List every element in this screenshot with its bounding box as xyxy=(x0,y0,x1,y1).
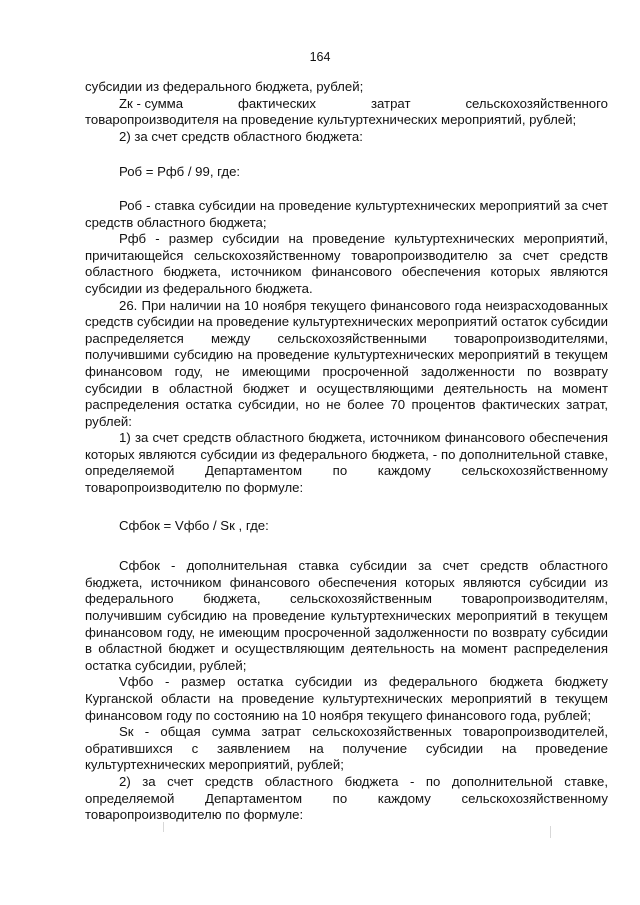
scan-mark-right xyxy=(550,826,551,838)
definition-rfb: Рфб - размер субсидии на проведение культуртехнических мероприятий, причитающейся сельскохозяйственному товаропроизводителю за счет средств областного бюджета, источником финансового обеспечения которых являются субсидии из федерального бюджета. xyxy=(85,231,608,296)
paragraph-26-item-1: 1) за счет средств областного бюджета, источником финансового обеспечения которых являются субсидии из федерального бюджета, - по дополнительной ставке, определяемой Департаментом по каждому сельскохозяйственному товаропроизводителю по формуле: xyxy=(85,430,608,496)
page-number: 164 xyxy=(309,50,331,64)
zk-part-1: Zк - сумма xyxy=(119,95,184,111)
zk-part-3: затрат xyxy=(370,95,411,111)
formula-rob: Роб = Рфб / 99, где: xyxy=(119,164,241,180)
definition-sfbok: Сфбок - дополнительная ставка субсидии за счет средств областного бюджета, источником финансового обеспечения которых являются субсидии из федерального бюджета, сельскохозяйственным товаропроизводителям, получившим субсидию на проведение культуртехнических мероприятий в текущем финансовом году, не имеющим просроченной задолженности по возврату субсидии в областной бюджет и осуществляющим деятельность на момент распределения остатка субсидии, рублей; xyxy=(85,558,608,673)
definition-vfbo: Vфбо - размер остатка субсидии из федерального бюджета бюджету Курганской области на проведение культуртехнических мероприятий в текущем финансовом году по состоянию на 10 ноября текущего финансового года, рублей; xyxy=(85,674,608,723)
formula-sfbok: Сфбок = Vфбо / Sк , где: xyxy=(119,517,269,533)
paragraph-26-item-2: 2) за счет средств областного бюджета - по дополнительной ставке, определяемой Департаментом по каждому сельскохозяйственному товаропроизводителю по формуле: xyxy=(85,773,608,823)
definition-sk: Sк - общая сумма затрат сельскохозяйственных товаропроизводителей, обратившихся с заявлением на получение субсидии на проведение культуртехнических мероприятий, рублей; xyxy=(85,724,608,773)
definition-rob: Роб - ставка субсидии на проведение культуртехнических мероприятий за счет средств областного бюджета; xyxy=(85,197,608,230)
zk-part-4: сельскохозяйственного xyxy=(465,95,608,111)
zk-definition-continuation: товаропроизводителя на проведение культуртехнических мероприятий, рублей; xyxy=(85,112,577,128)
item-2-regional-budget: 2) за счет средств областного бюджета: xyxy=(119,128,363,144)
paragraph-26: 26. При наличии на 10 ноября текущего финансового года неизрасходованных средств субсидии на проведение культуртехнических мероприятий остаток субсидии распределяется между сельскохозяйственными товаропроизводителями, получившими субсидию на проведение культуртехнических мероприятий в текущем финансовом году, не имеющими просроченной задолженности по возврату субсидии в областной бюджет и осуществляющими деятельность на момент распределения остатка субсидии, но не более 70 процентов фактических затрат, рублей: xyxy=(85,297,608,429)
scan-mark-left xyxy=(163,822,164,832)
zk-part-2: фактических xyxy=(237,95,317,111)
zk-definition-line xyxy=(85,96,608,113)
paragraph-federal-subsidy: субсидии из федерального бюджета, рублей; xyxy=(85,79,364,94)
document-body xyxy=(85,79,608,824)
